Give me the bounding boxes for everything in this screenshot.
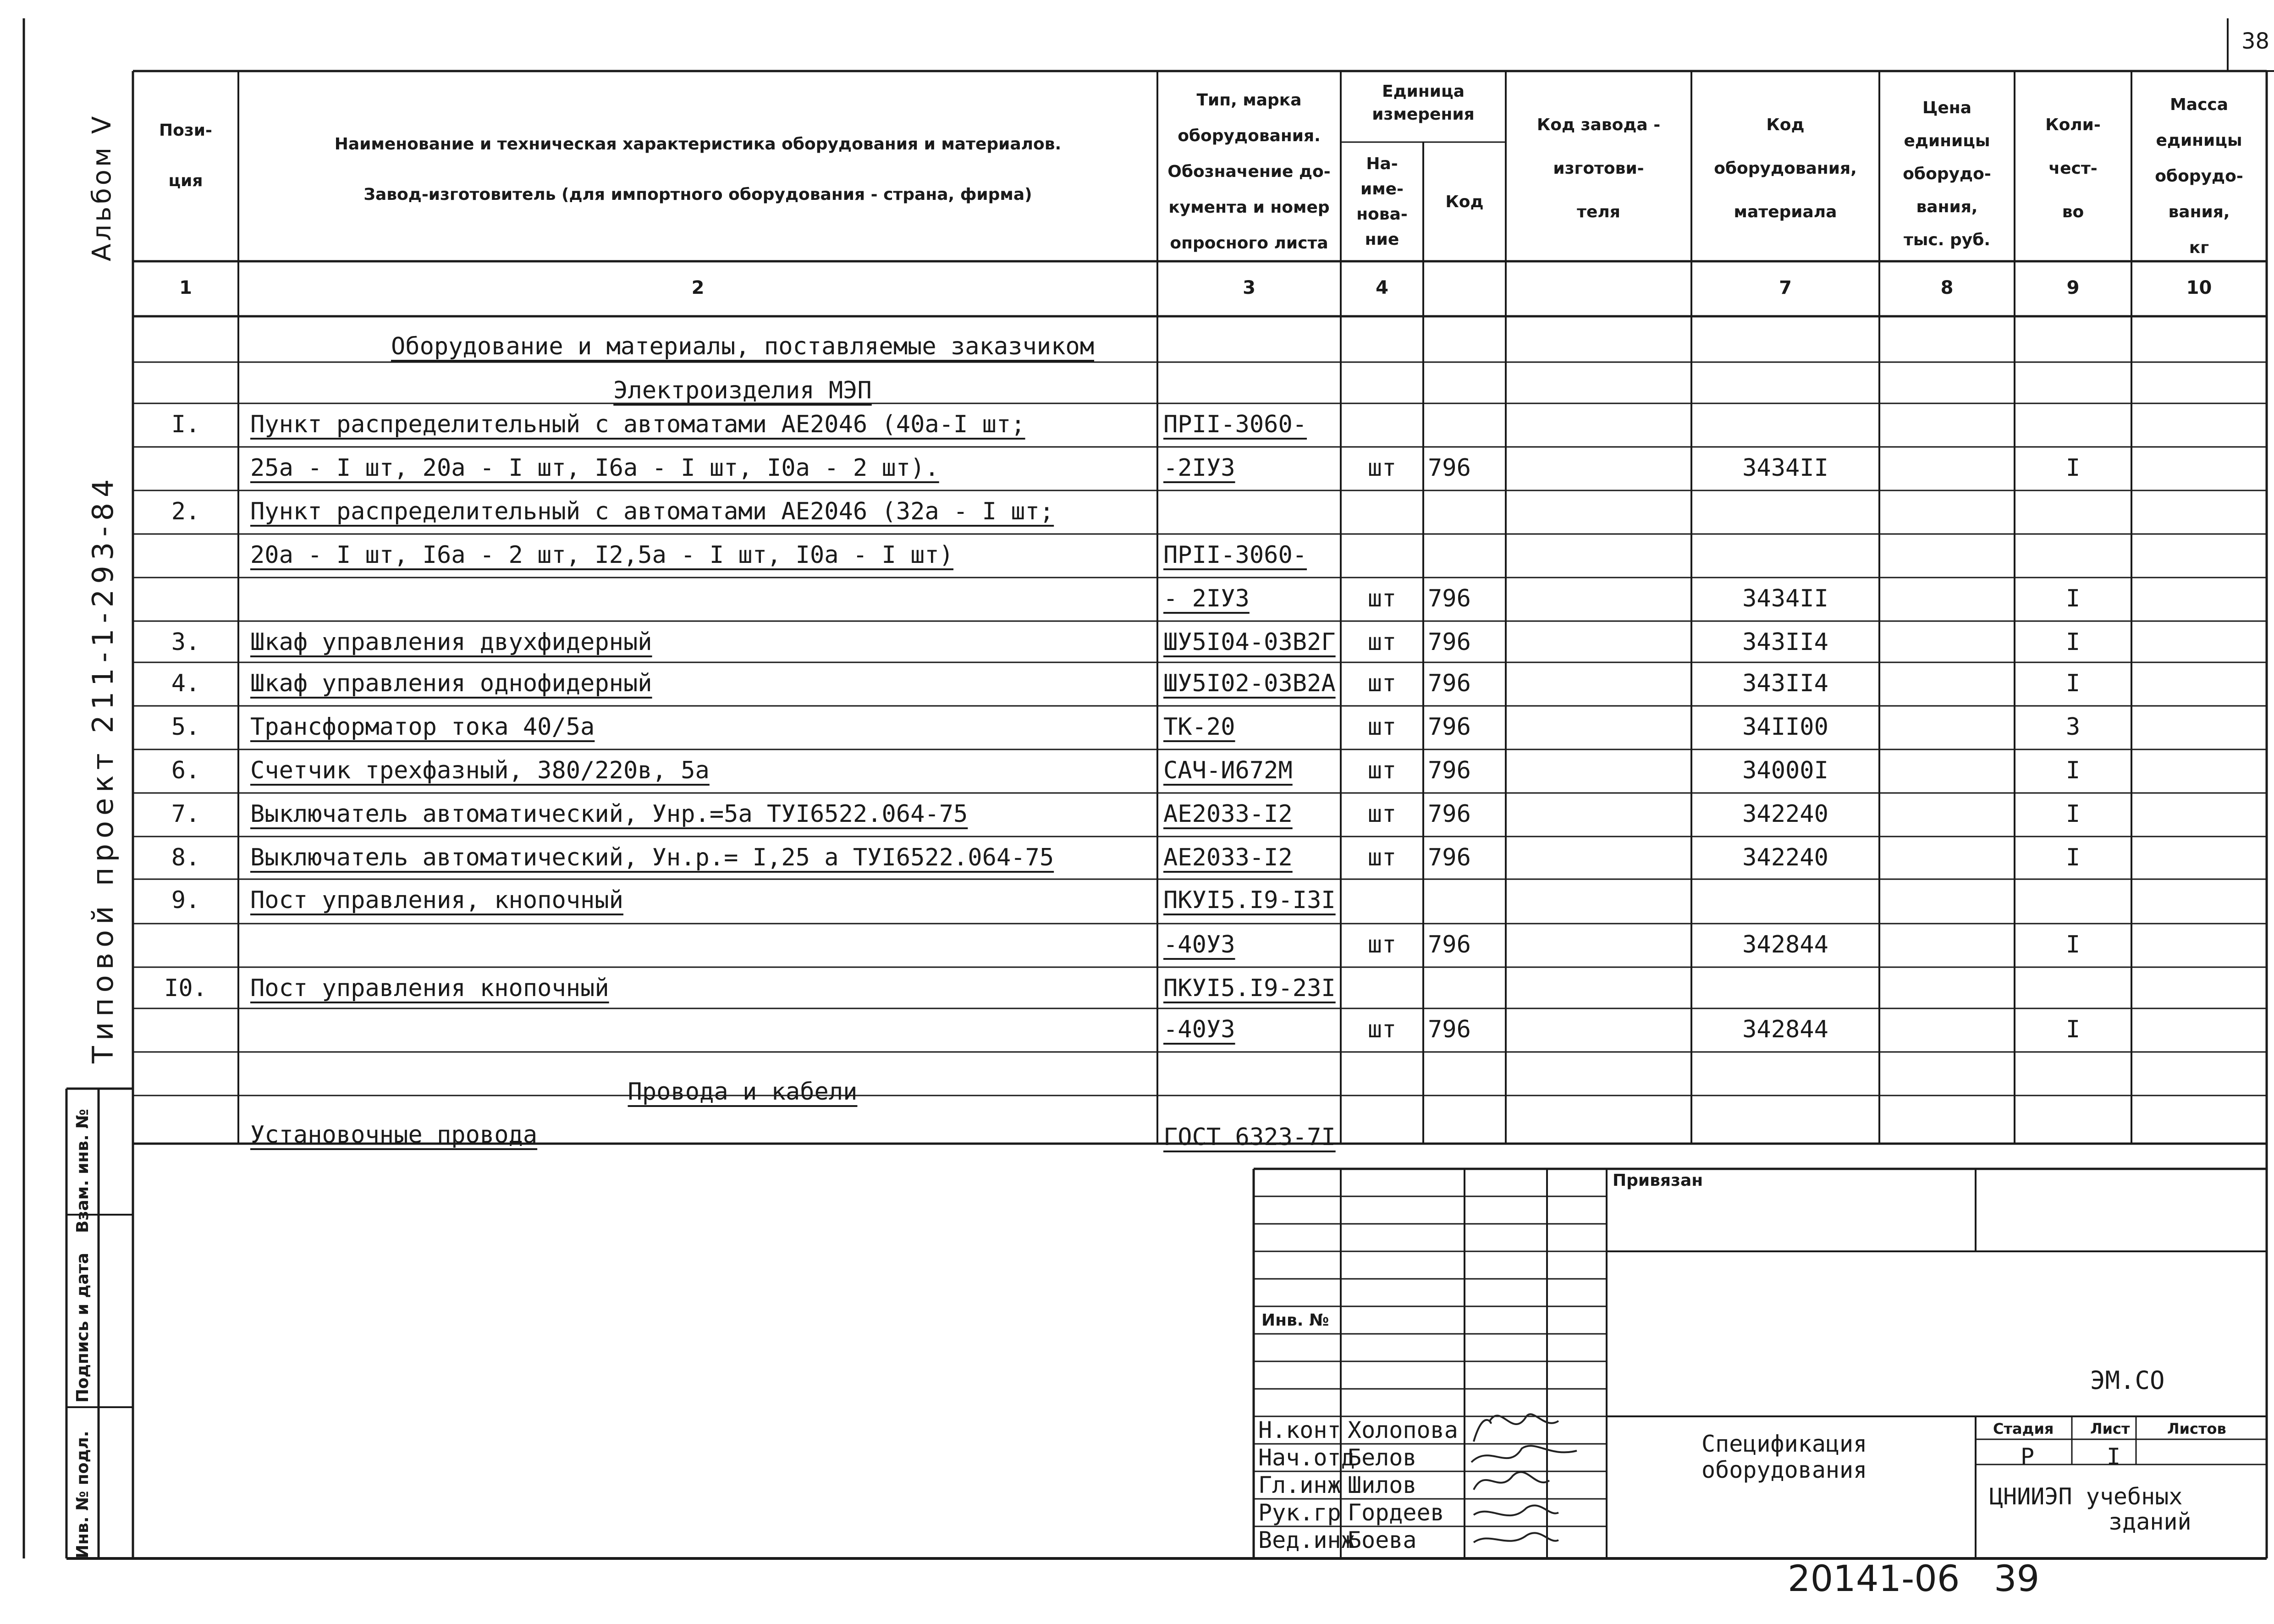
row-quantity: I xyxy=(2065,757,2081,784)
row-name: Шкаф управления однофидерный xyxy=(250,670,652,697)
row-unit-code: 796 xyxy=(1428,757,1471,784)
header-unit-title-line-0: Единица xyxy=(1382,82,1465,101)
header-position-line-0: Пози- xyxy=(159,121,212,140)
row-quantity: I xyxy=(2065,454,2081,482)
page-number: 38 xyxy=(2241,28,2270,54)
row-position: 8. xyxy=(171,844,200,871)
last-row-type: ГОСТ 6323-7I xyxy=(1163,1123,1336,1151)
column-number-2: 2 xyxy=(691,277,705,298)
signer-name: Белов xyxy=(1348,1444,1417,1471)
column-number-4: 4 xyxy=(1376,277,1388,298)
header-unit-title-line-1: измерения xyxy=(1372,105,1475,124)
row-name: Выключатель автоматический, Ун.р.= I,25 а ТУI6522.064-75 xyxy=(250,844,1054,871)
tb-sheet-label: Лист xyxy=(2090,1420,2130,1437)
row-unit-code: 796 xyxy=(1428,931,1471,958)
stamp-vzam-inv: Взам. инв. № xyxy=(73,1109,92,1233)
row-unit: шт xyxy=(1367,800,1397,828)
row-position: I. xyxy=(171,411,200,438)
row-type: АЕ2033-I2 xyxy=(1163,844,1293,871)
tb-org-line1: ЦНИИЭП учебных xyxy=(1989,1483,2183,1510)
column-number-3: 3 xyxy=(1243,277,1255,298)
header-maker-code-line-2: теля xyxy=(1577,203,1620,221)
column-number-8: 8 xyxy=(1940,277,1954,298)
row-unit: шт xyxy=(1367,931,1397,958)
album-label: Альбом V xyxy=(87,113,117,261)
row-unit: шт xyxy=(1367,713,1397,741)
header-unit-name-line-3: ние xyxy=(1365,230,1399,249)
tb-doc-code: ЭМ.СО xyxy=(2090,1366,2165,1395)
row-unit-code: 796 xyxy=(1428,844,1471,871)
row-unit: шт xyxy=(1367,670,1397,697)
signer-name: Боева xyxy=(1348,1527,1417,1553)
row-name: Пункт распределительный с автоматами АЕ2046 (40а-I шт; xyxy=(250,411,1025,438)
row-quantity: I xyxy=(2065,628,2081,656)
row-position: 2. xyxy=(171,498,200,525)
header-price-line-2: оборудо- xyxy=(1903,165,1991,183)
last-row-name: Установочные провода xyxy=(250,1121,538,1149)
tb-stage: Р xyxy=(2021,1443,2035,1470)
signer-name: Гордеев xyxy=(1348,1499,1444,1526)
tb-sheets-label: Листов xyxy=(2167,1420,2226,1437)
row-position: 9. xyxy=(171,886,200,914)
row-name: Шкаф управления двухфидерный xyxy=(250,628,652,656)
row-quantity: I xyxy=(2065,670,2081,697)
row-name: Счетчик трехфазный, 380/220в, 5а xyxy=(250,757,710,784)
header-equipment-code-line-2: материала xyxy=(1734,203,1837,221)
header-mass-line-0: Масса xyxy=(2169,95,2229,114)
header-equipment-code-line-1: оборудования, xyxy=(1714,159,1857,178)
header-type-line-4: опросного листа xyxy=(1170,234,1328,253)
stamp-inv-podl: Инв. № подл. xyxy=(73,1431,92,1558)
header-maker-code-line-1: изготови- xyxy=(1553,159,1644,178)
row-unit: шт xyxy=(1367,454,1397,482)
row-position: 7. xyxy=(171,800,200,828)
header-equipment-code-line-0: Код xyxy=(1766,116,1805,134)
row-unit-code: 796 xyxy=(1428,713,1471,741)
row-quantity: I xyxy=(2065,800,2081,828)
column-number-7: 7 xyxy=(1779,277,1792,298)
header-type-line-3: кумента и номер xyxy=(1168,198,1330,217)
signature-scribble xyxy=(1474,1414,1558,1442)
project-label: Типовой проект 211-1-293-84 xyxy=(86,473,120,1063)
row-equipment-code: 34000I xyxy=(1742,757,1828,784)
section-cables-title: Провода и кабели xyxy=(628,1078,858,1106)
row-name: 25а - I шт, 20а - I шт, I6а - I шт, I0а - 2 шт). xyxy=(250,454,939,482)
signature-scribble xyxy=(1471,1446,1577,1462)
row-equipment-code: 342844 xyxy=(1742,1016,1828,1043)
row-quantity: I xyxy=(2065,931,2081,958)
row-unit: шт xyxy=(1367,844,1397,871)
row-unit: шт xyxy=(1367,1016,1397,1043)
signer-role: Гл.инж xyxy=(1258,1472,1341,1498)
header-quantity-line-2: во xyxy=(2062,203,2084,221)
header-price-line-4: тыс. руб. xyxy=(1903,231,1991,249)
signature-scribble xyxy=(1474,1472,1549,1490)
header-unit-name-line-0: На- xyxy=(1366,154,1398,173)
row-type: ТК-20 xyxy=(1163,713,1235,741)
row-type: -2IУ3 xyxy=(1163,454,1235,482)
row-unit-code: 796 xyxy=(1428,1016,1471,1043)
row-position: I0. xyxy=(164,974,207,1002)
row-unit: шт xyxy=(1367,585,1397,612)
row-equipment-code: 342240 xyxy=(1742,844,1828,871)
row-quantity: I xyxy=(2065,585,2081,612)
header-unit-code-line-0: Код xyxy=(1445,193,1484,211)
row-quantity: I xyxy=(2065,844,2081,871)
column-number-1: 1 xyxy=(179,277,192,298)
row-unit-code: 796 xyxy=(1428,670,1471,697)
row-unit-code: 796 xyxy=(1428,800,1471,828)
header-unit-name-line-2: нова- xyxy=(1356,205,1408,224)
row-type: ПКУI5.I9-23I xyxy=(1163,974,1336,1002)
tb-inv-no: Инв. № xyxy=(1261,1311,1329,1330)
row-unit-code: 796 xyxy=(1428,454,1471,482)
header-quantity-line-0: Коли- xyxy=(2045,116,2101,134)
header-price-line-0: Цена xyxy=(1922,99,1971,117)
signer-name: Шилов xyxy=(1348,1472,1417,1498)
header-name-line-1: Завод-изготовитель (для импортного оборудования - страна, фирма) xyxy=(363,185,1032,204)
header-mass-line-3: вания, xyxy=(2168,203,2230,221)
row-type: ПКУI5.I9-I3I xyxy=(1163,886,1336,914)
row-unit-code: 796 xyxy=(1428,585,1471,612)
row-name: Пост управления кнопочный xyxy=(250,974,609,1002)
section-electro-title: Электроизделия МЭП xyxy=(613,377,872,404)
row-equipment-code: 343II4 xyxy=(1742,628,1828,656)
row-equipment-code: 3434II xyxy=(1742,585,1828,612)
row-position: 3. xyxy=(171,628,200,656)
row-quantity: I xyxy=(2065,1016,2081,1043)
header-type-line-0: Тип, марка xyxy=(1196,91,1302,110)
signer-role: Вед.инж xyxy=(1258,1527,1355,1553)
row-equipment-code: 342240 xyxy=(1742,800,1828,828)
signature-scribble xyxy=(1474,1505,1558,1515)
row-type: АЕ2033-I2 xyxy=(1163,800,1293,828)
row-type: ПРII-3060- xyxy=(1163,541,1307,569)
row-position: 6. xyxy=(171,757,200,784)
row-name: 20а - I шт, I6а - 2 шт, I2,5а - I шт, I0а - I шт) xyxy=(250,541,954,569)
row-type: ШУ5I02-03В2А xyxy=(1163,670,1336,697)
tb-title-line1: Спецификация xyxy=(1701,1431,1867,1457)
row-unit-code: 796 xyxy=(1428,628,1471,656)
row-type: ШУ5I04-03В2Г xyxy=(1163,628,1336,656)
signer-role: Нач.отд xyxy=(1258,1444,1355,1471)
column-number-9: 9 xyxy=(2066,277,2080,298)
header-mass-line-2: оборудо- xyxy=(2155,167,2243,186)
header-unit-name-line-1: име- xyxy=(1360,180,1404,198)
row-unit: шт xyxy=(1367,757,1397,784)
row-equipment-code: 3434II xyxy=(1742,454,1828,482)
row-name: Выключатель автоматический, Унр.=5а ТУI6522.064-75 xyxy=(250,800,968,828)
signer-role: Н.конт xyxy=(1258,1417,1341,1443)
header-position-line-1: ция xyxy=(168,171,203,190)
row-equipment-code: 343II4 xyxy=(1742,670,1828,697)
header-price-line-3: вания, xyxy=(1916,198,1978,216)
row-type: -40У3 xyxy=(1163,931,1235,958)
bottom-page-mark: 39 xyxy=(1994,1558,2040,1600)
tb-org-line2: зданий xyxy=(2109,1508,2191,1535)
row-unit: шт xyxy=(1367,628,1397,656)
column-number-10: 10 xyxy=(2186,277,2212,298)
header-price-line-1: единицы xyxy=(1904,132,1990,150)
header-type-line-2: Обозначение до- xyxy=(1167,162,1331,181)
row-type: ПРII-3060- xyxy=(1163,411,1307,438)
row-equipment-code: 342844 xyxy=(1742,931,1828,958)
header-mass-line-4: кг xyxy=(2189,238,2209,257)
row-equipment-code: 34II00 xyxy=(1742,713,1828,741)
row-quantity: 3 xyxy=(2065,713,2081,741)
row-name: Трансформатор тока 40/5а xyxy=(250,713,595,741)
header-quantity-line-1: чест- xyxy=(2048,159,2098,178)
signer-name: Холопова xyxy=(1348,1417,1458,1443)
row-type: САЧ-И672М xyxy=(1163,757,1293,784)
row-name: Пост управления, кнопочный xyxy=(250,886,623,914)
tb-sheet: I xyxy=(2107,1443,2121,1470)
row-position: 5. xyxy=(171,713,200,741)
tb-title-line2: оборудования xyxy=(1701,1457,1867,1483)
row-name: Пункт распределительный с автоматами АЕ2046 (32а - I шт; xyxy=(250,498,1054,525)
row-type: -40У3 xyxy=(1163,1016,1235,1043)
row-type: - 2IУ3 xyxy=(1163,585,1250,612)
header-maker-code-line-0: Код завода - xyxy=(1536,116,1661,134)
tb-privyazan: Привязан xyxy=(1613,1171,1703,1190)
signature-scribble xyxy=(1474,1533,1558,1542)
stamp-podpis-data: Подпись и дата xyxy=(73,1253,92,1403)
bottom-doc-code: 20141-06 xyxy=(1788,1558,1960,1600)
tb-stage-label: Стадия xyxy=(1993,1420,2054,1437)
section-main-title: Оборудование и материалы, поставляемые заказчиком xyxy=(391,333,1095,360)
header-type-line-1: оборудования. xyxy=(1178,127,1321,145)
header-mass-line-1: единицы xyxy=(2156,131,2242,150)
signer-role: Рук.гр xyxy=(1258,1499,1341,1526)
row-position: 4. xyxy=(171,670,200,697)
header-name-line-0: Наименование и техническая характеристика оборудования и материалов. xyxy=(334,135,1062,154)
